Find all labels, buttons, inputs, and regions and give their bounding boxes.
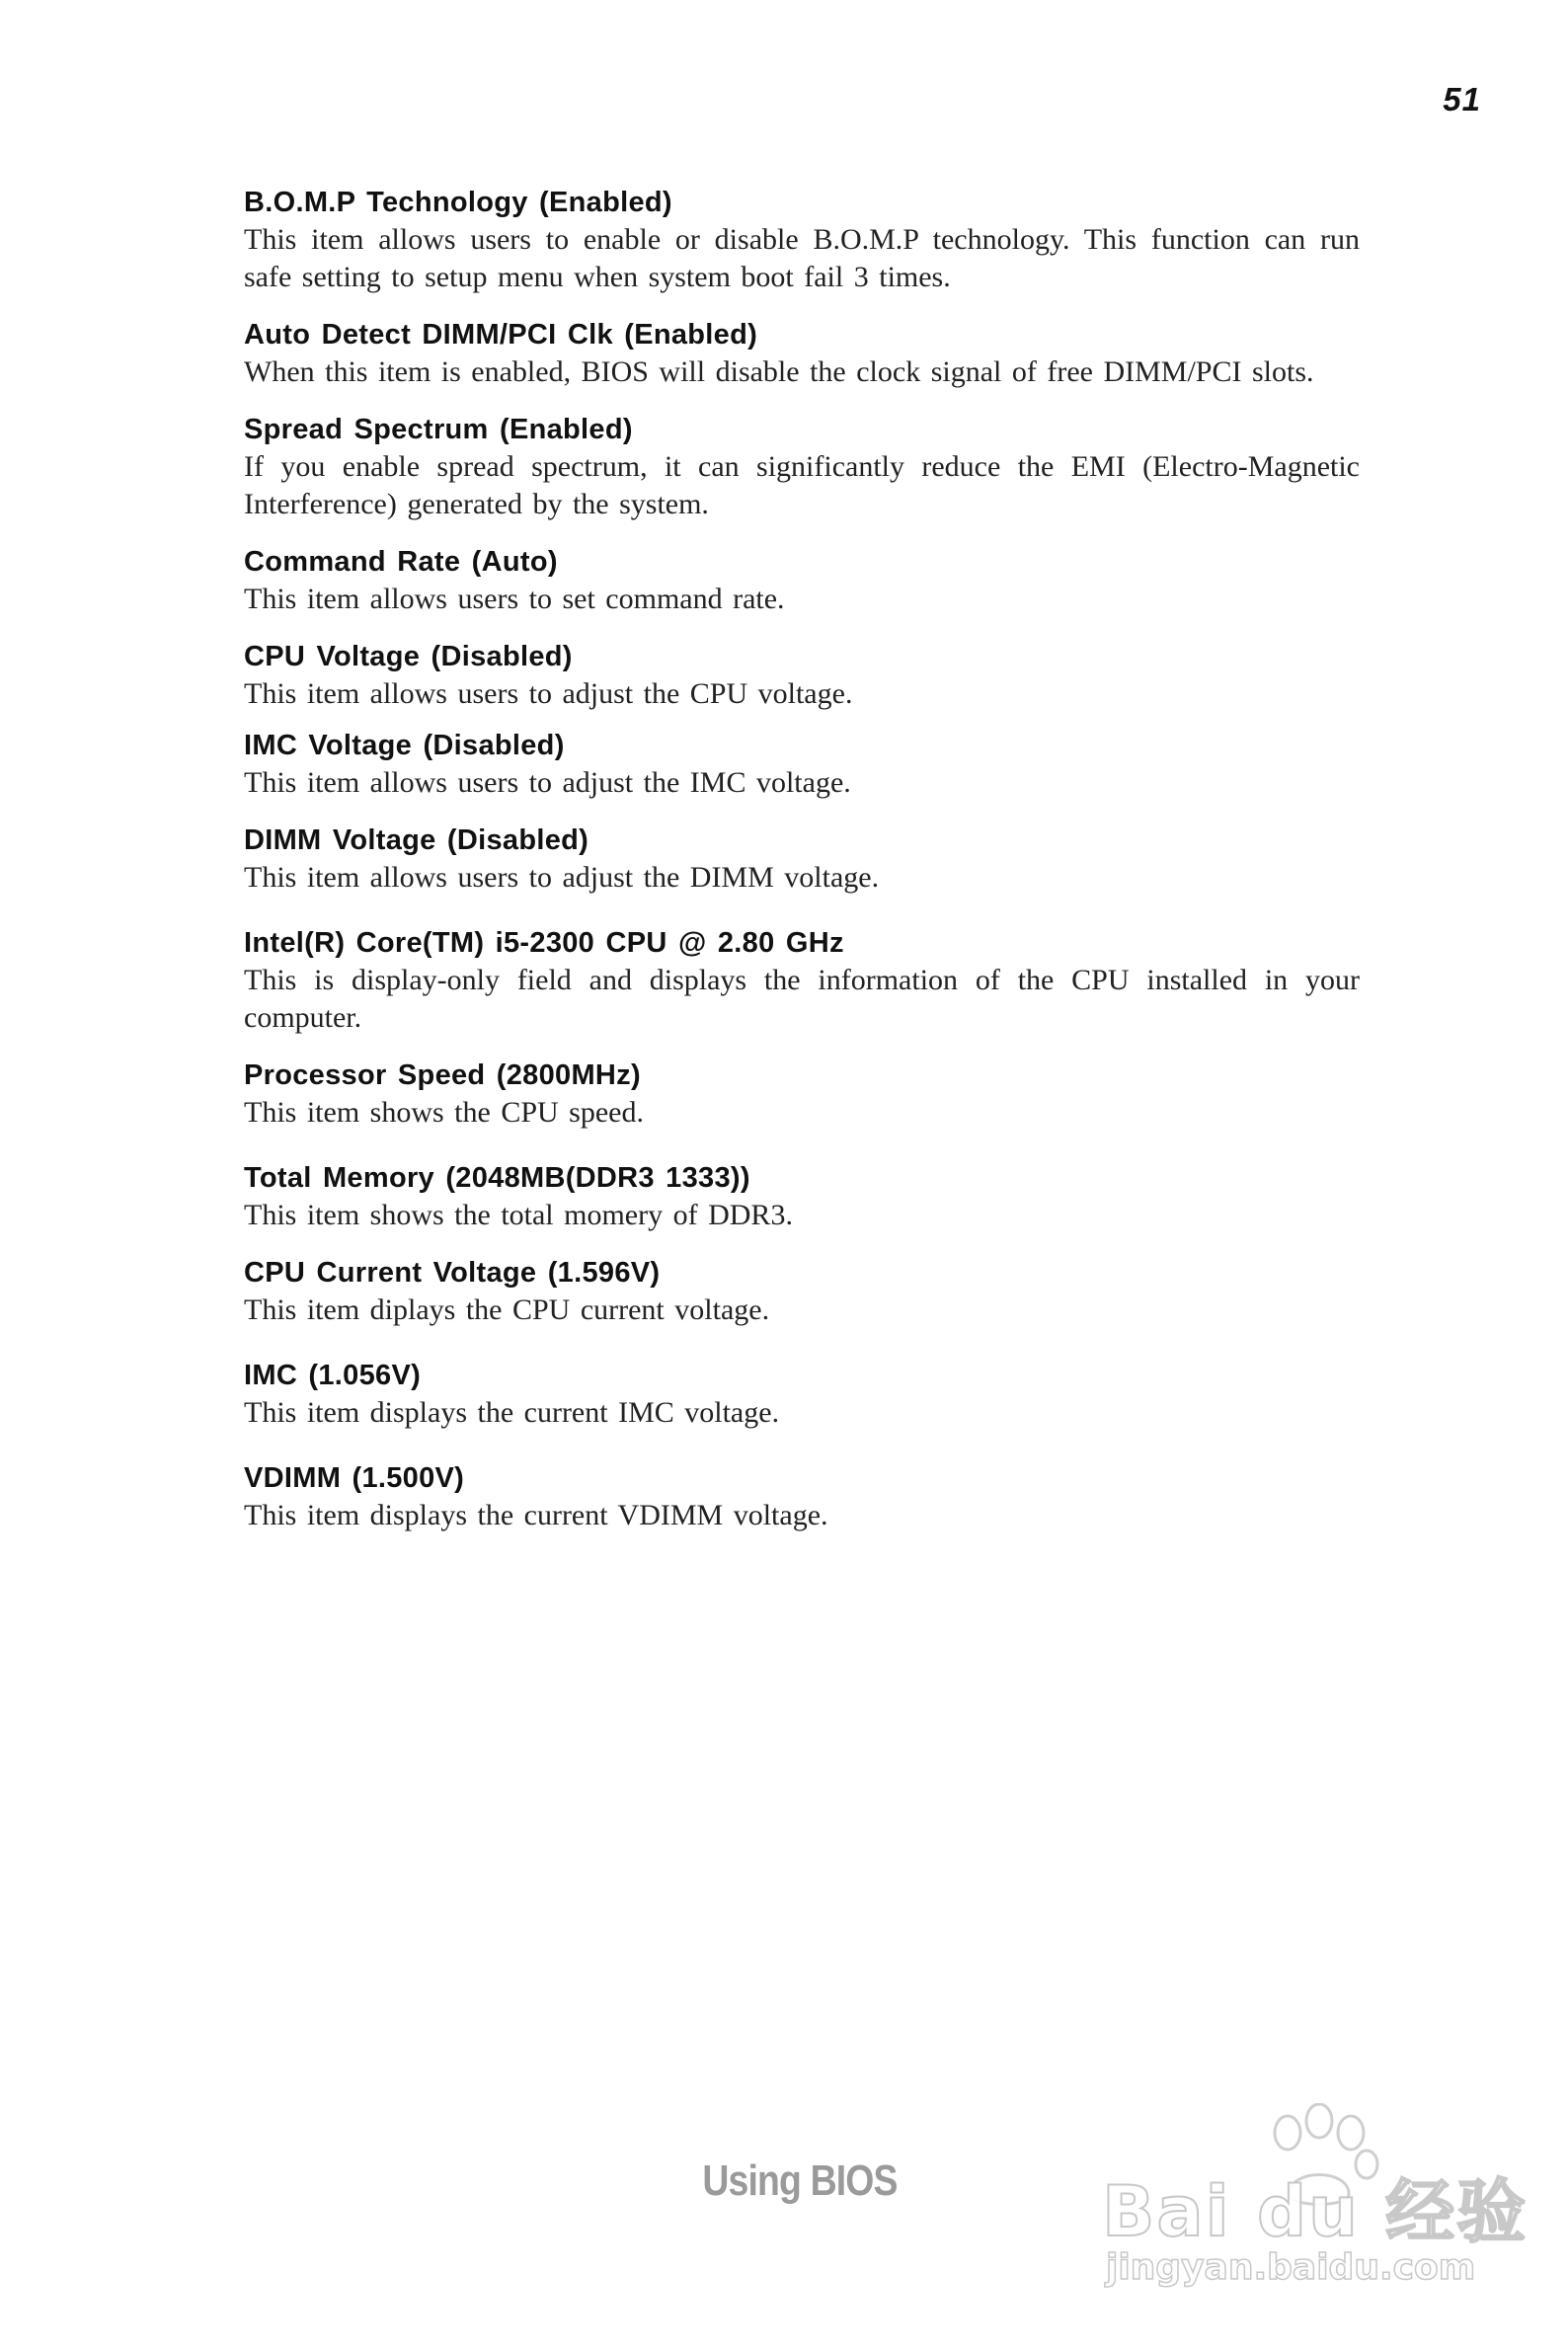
section-heading: IMC Voltage (Disabled) [244, 730, 565, 761]
section-heading: Intel(R) Core(TM) i5-2300 CPU @ 2.80 GHz [244, 927, 844, 959]
bios-settings-content [244, 184, 1360, 1534]
section-processor-speed [244, 1057, 1360, 1132]
section-body: This item displays the current IMC voltage. [244, 1396, 780, 1429]
section-body: This item allows users to adjust the DIMM voltage. [244, 861, 880, 894]
section-body: This item allows users to adjust the IMC voltage. [244, 766, 851, 799]
section-heading: B.O.M.P Technology (Enabled) [244, 187, 672, 218]
section-body: This item allows users to enable or disable B.O.M.P technology. This function can run safe setting to setup menu when system boot fail 3 times. [244, 223, 1360, 293]
section-body: This item shows the CPU speed. [244, 1096, 644, 1129]
footer-chapter-title: Using BIOS [702, 2156, 898, 2205]
section-body: This is display-only field and displays the information of the CPU installed in your computer. [244, 964, 1360, 1034]
watermark-logo-text: Bai du 经验 [1102, 2171, 1529, 2252]
section-heading: CPU Voltage (Disabled) [244, 641, 573, 672]
section-body: When this item is enabled, BIOS will disable the clock signal of free DIMM/PCI slots. [244, 355, 1314, 388]
section-command-rate [244, 543, 1360, 618]
section-body: This item allows users to adjust the CPU voltage. [244, 677, 853, 710]
section-cpu-current-voltage [244, 1254, 1360, 1329]
section-imc-voltage [244, 727, 1360, 802]
section-body: This item displays the current VDIMM voltage. [244, 1499, 828, 1531]
section-heading: Command Rate (Auto) [244, 546, 558, 578]
section-bomp-technology [244, 184, 1360, 296]
section-heading: Processor Speed (2800MHz) [244, 1059, 641, 1091]
section-heading: VDIMM (1.500V) [244, 1462, 465, 1494]
section-body: This item allows users to set command rate. [244, 583, 785, 615]
section-imc [244, 1357, 1360, 1432]
section-vdimm [244, 1459, 1360, 1534]
section-heading: Total Memory (2048MB(DDR3 1333)) [244, 1162, 750, 1194]
section-heading: CPU Current Voltage (1.596V) [244, 1257, 661, 1289]
section-cpu-info [244, 924, 1360, 1037]
section-cpu-voltage [244, 638, 1360, 713]
section-heading: Spread Spectrum (Enabled) [244, 414, 633, 445]
section-dimm-voltage [244, 822, 1360, 897]
watermark-url: jingyan.baidu.com [1106, 2247, 1476, 2288]
section-heading: Auto Detect DIMM/PCI Clk (Enabled) [244, 319, 758, 351]
baidu-watermark [1102, 2103, 1529, 2301]
section-heading: DIMM Voltage (Disabled) [244, 824, 589, 856]
section-body: If you enable spread spectrum, it can significantly reduce the EMI (Electro-Magnetic Interference) generated by the system. [244, 450, 1360, 520]
section-auto-detect-clk [244, 316, 1360, 391]
page-number: 51 [1443, 81, 1481, 118]
section-body: This item diplays the CPU current voltage. [244, 1293, 770, 1326]
section-heading: IMC (1.056V) [244, 1360, 422, 1391]
section-body: This item shows the total momery of DDR3. [244, 1199, 793, 1231]
section-total-memory [244, 1159, 1360, 1234]
section-spread-spectrum [244, 411, 1360, 523]
